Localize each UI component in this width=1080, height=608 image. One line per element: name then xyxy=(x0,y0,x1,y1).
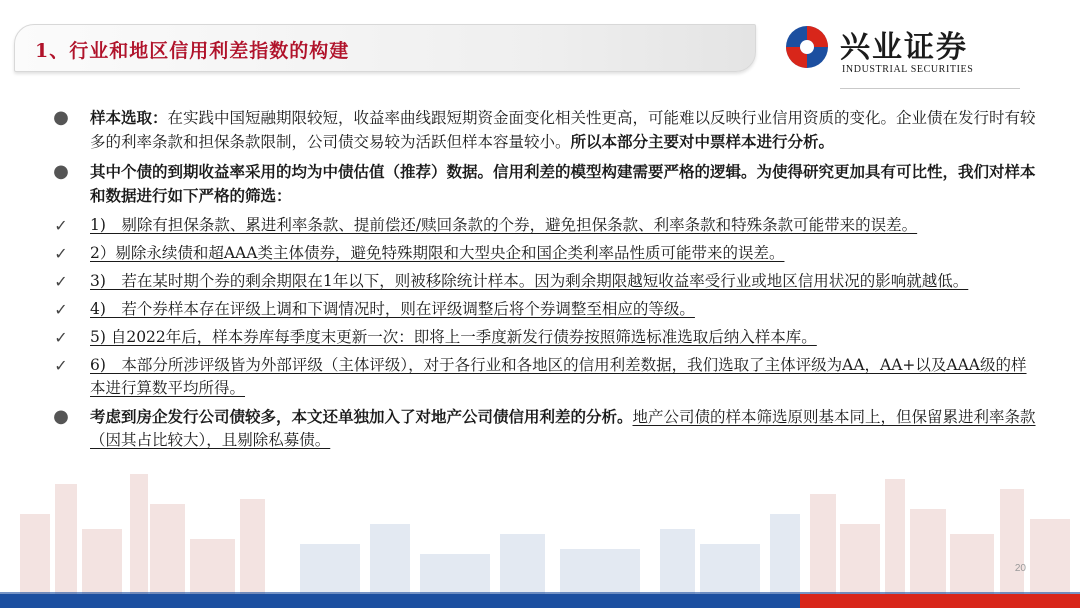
list-item xyxy=(46,405,1036,452)
screening-rule-1: 1) 剔除有担保条款、累进利率条款、提前偿还/赎回条款的个券，避免担保条款、利率条款和特殊条款可能带来的误差。 xyxy=(90,216,918,234)
header-divider xyxy=(840,88,1020,89)
footer-bar-blue xyxy=(0,594,800,608)
company-logo-icon xyxy=(784,24,830,70)
list-item xyxy=(46,160,1036,208)
check-item xyxy=(46,354,1036,400)
footer-bar-red xyxy=(800,594,1080,608)
check-item xyxy=(46,298,1036,321)
check-item xyxy=(46,242,1036,265)
screening-rule-5: 5) 自2022年后，样本券库每季度末更新一次：即将上一季度新发行债券按照筛选标准选取后纳入样本库。 xyxy=(90,328,817,346)
checkmark-icon: ✓ xyxy=(54,356,68,375)
brand-logo xyxy=(784,20,1014,80)
screening-rule-4: 4) 若个券样本存在评级上调和下调情况时，则在评级调整后将个券调整至相应的等级。 xyxy=(90,300,695,318)
city-skyline-background xyxy=(0,444,1080,594)
checkmark-icon: ✓ xyxy=(54,300,68,319)
screening-rule-3: 3) 若在某时期个券的剩余期限在1年以下，则被移除统计样本。因为剩余期限越短收益率受行业或地区信用状况的影响就越低。 xyxy=(90,272,969,290)
brand-name-en: INDUSTRIAL SECURITIES xyxy=(842,64,974,75)
bullet-icon: ● xyxy=(53,406,69,427)
paragraph-body: 在实践中国短融期限较短，收益率曲线跟短期资金面变化相关性更高，可能难以反映行业信用资质的变化。企业债在发行时有较多的利率条款和担保条款限制，公司债交易较为活跃但样本容量较小。 xyxy=(90,109,1036,151)
screening-rule-6: 6) 本部分所涉评级皆为外部评级（主体评级），对于各行业和各地区的信用利差数据，我们选取了主体评级为AA，AA+以及AAA级的样本进行算数平均所得。 xyxy=(90,356,1027,397)
paragraph-tail: 所以本部分主要对中票样本进行分析。 xyxy=(570,132,835,151)
slide-body xyxy=(46,106,1036,458)
brand-name-cn: 兴业证券 xyxy=(840,30,968,65)
bullet-icon: ● xyxy=(53,161,69,182)
check-item xyxy=(46,270,1036,293)
screening-rule-2: 2）剔除永续债和超AAA类主体债券，避免特殊期限和大型央企和国企类利率品性质可能带来的误差。 xyxy=(90,244,785,262)
list-item xyxy=(46,106,1036,154)
paragraph-sample-selection xyxy=(90,109,1036,151)
paragraph-body: 地产公司债的样本筛选原则基本同上，但保留累进利率条款（因其占比较大），且剔除私募债。 xyxy=(90,408,1036,449)
check-item xyxy=(46,326,1036,349)
paragraph-real-estate xyxy=(90,408,1036,449)
checkmark-icon: ✓ xyxy=(54,328,68,347)
title-bar xyxy=(14,24,756,72)
check-item xyxy=(46,214,1036,237)
checkmark-icon: ✓ xyxy=(54,272,68,291)
paragraph-yield-data: 其中个债的到期收益率采用的均为中债估值（推荐）数据。信用利差的模型构建需要严格的逻辑。为使得研究更加具有可比性，我们对样本和数据进行如下严格的筛选： xyxy=(90,162,1036,205)
slide-title: 1、行业和地区信用利差指数的构建 xyxy=(35,40,350,62)
page-number: 20 xyxy=(1014,563,1026,574)
checkmark-icon: ✓ xyxy=(54,244,68,263)
paragraph-lead: 样本选取： xyxy=(90,108,168,127)
checkmark-icon: ✓ xyxy=(54,216,68,235)
bullet-icon: ● xyxy=(53,107,69,128)
paragraph-lead: 考虑到房企发行公司债较多，本文还单独加入了对地产公司债信用利差的分析。 xyxy=(90,407,633,426)
